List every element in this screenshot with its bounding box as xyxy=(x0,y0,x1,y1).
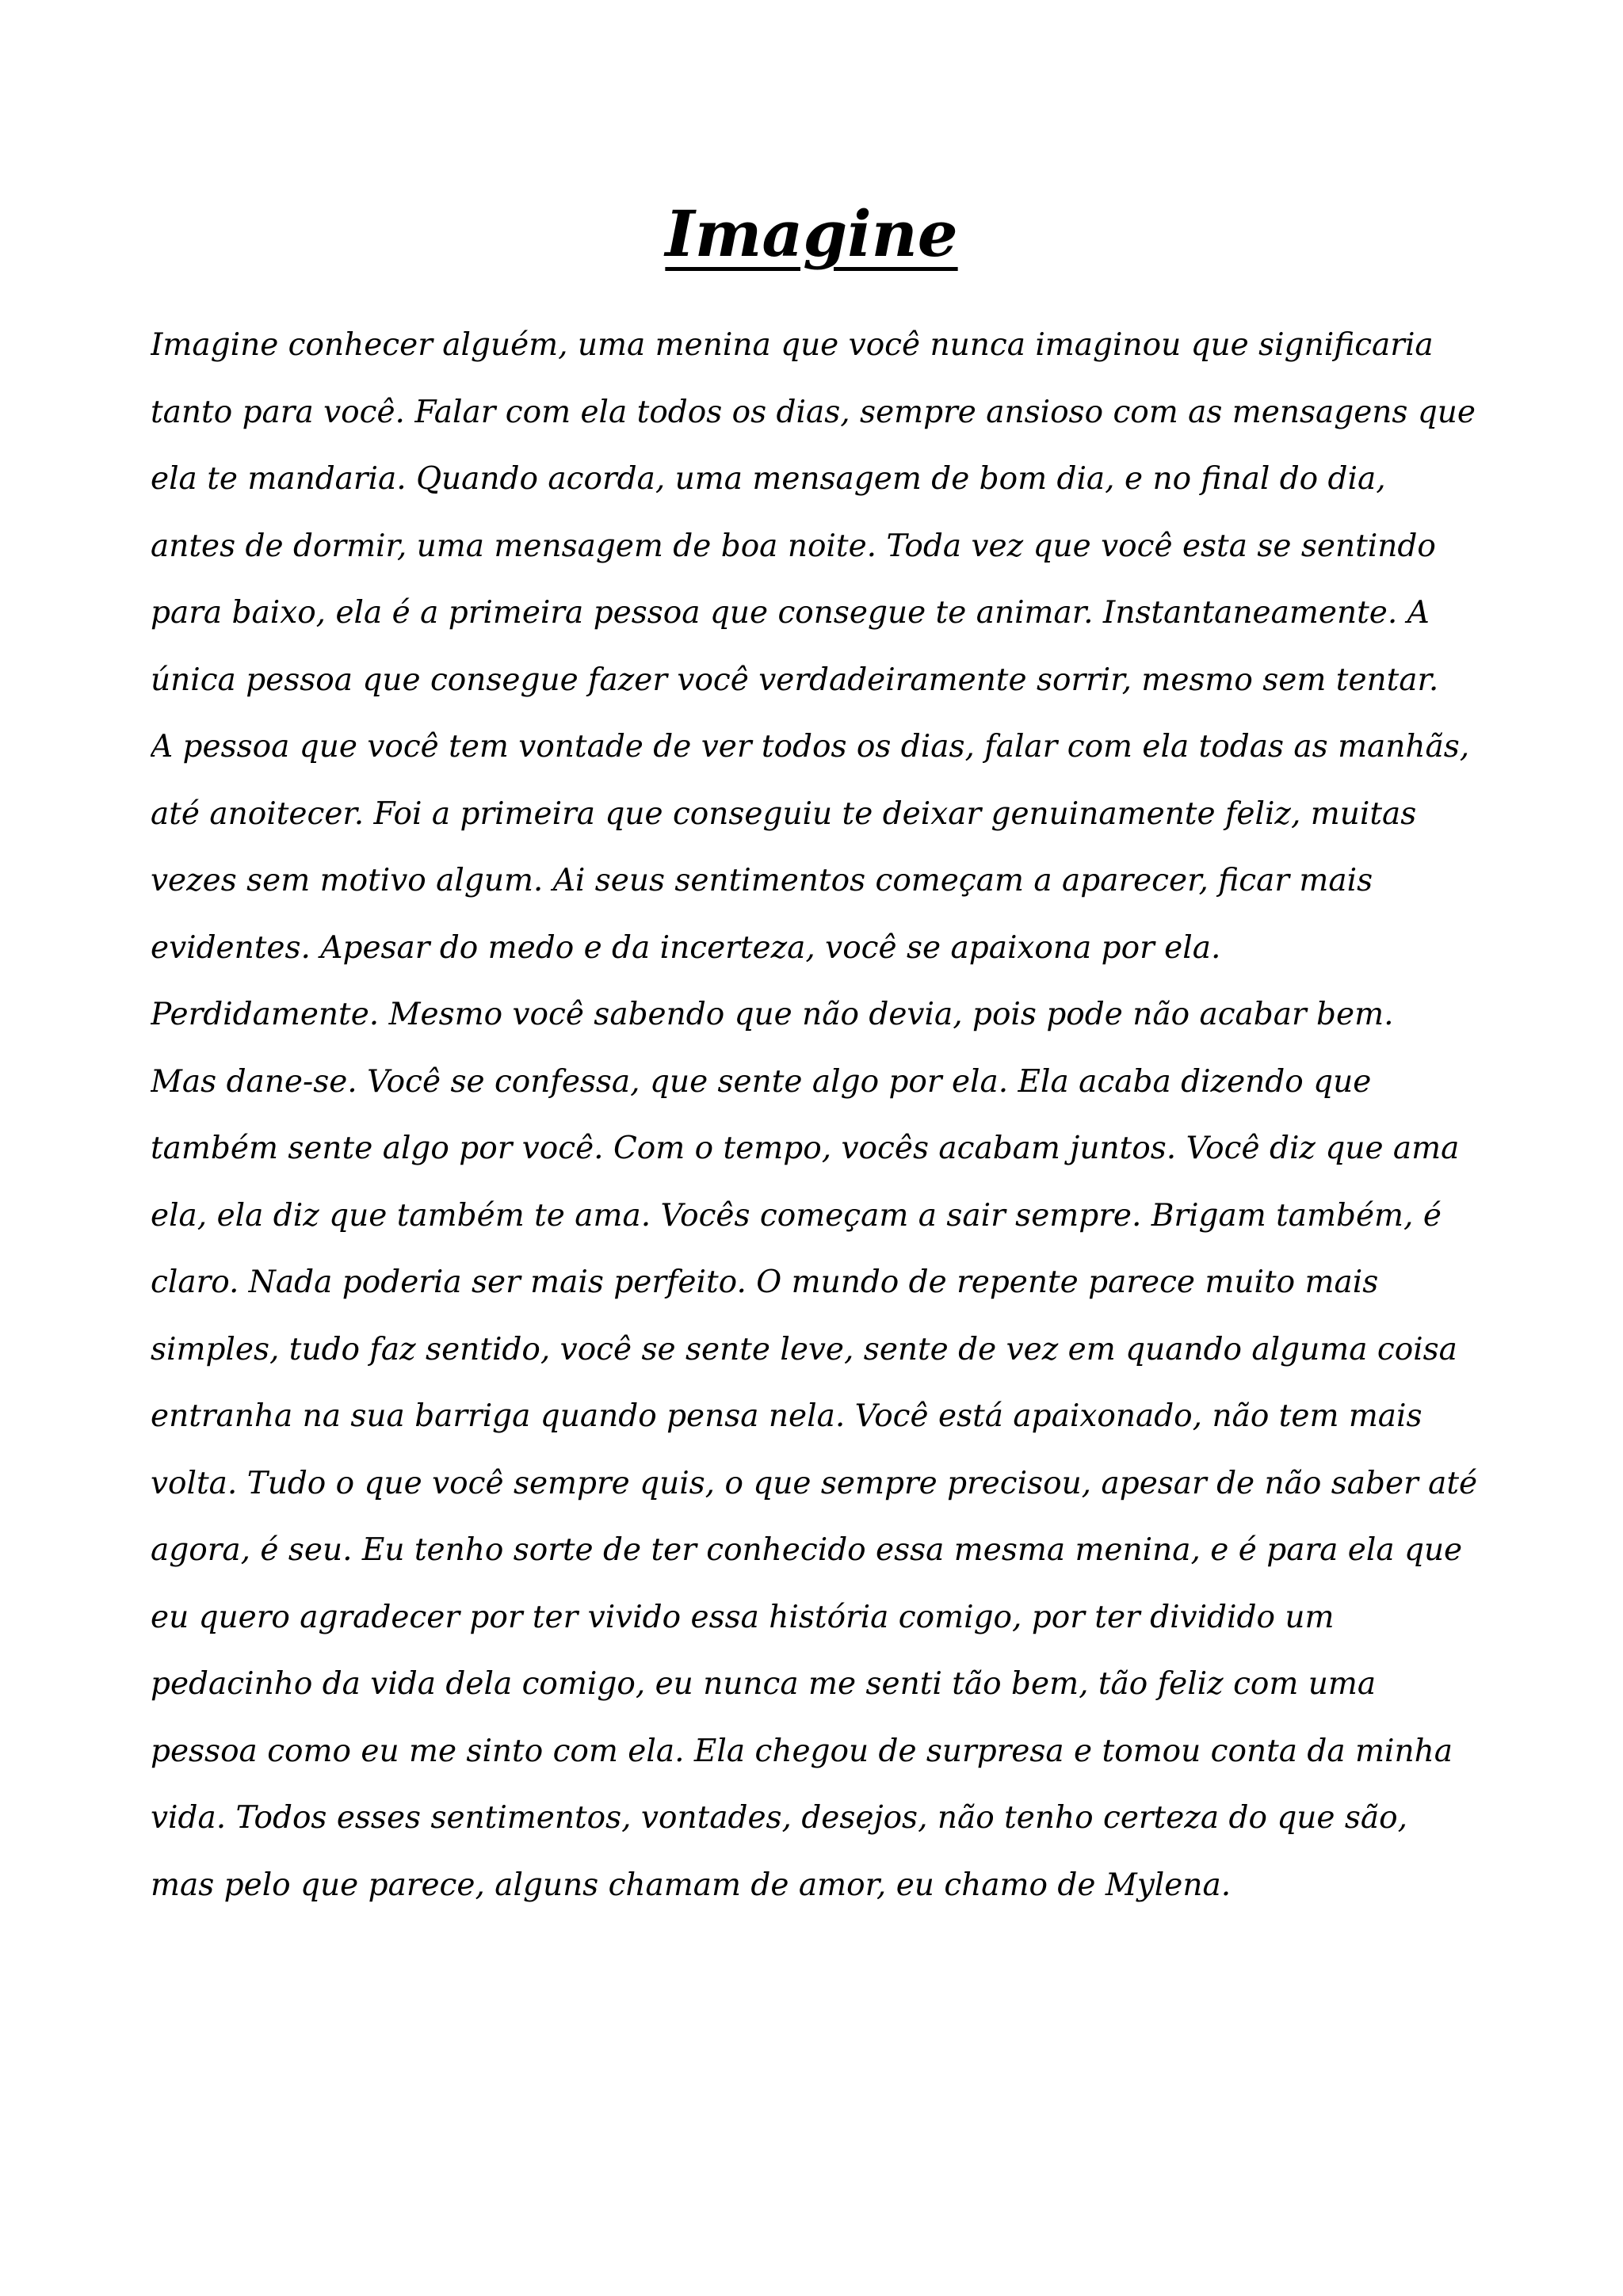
body-line: agora, é seu. Eu tenho sorte de ter conhecido essa mesma menina, e é para ela que xyxy=(151,1532,1463,1568)
body-line: evidentes. Apesar do medo e da incerteza, você se apaixona por ela. xyxy=(151,929,1221,966)
body-line: única pessoa que consegue fazer você verdadeiramente sorrir, mesmo sem tentar. xyxy=(151,662,1439,698)
body-line: vezes sem motivo algum. Ai seus sentimentos começam a aparecer, ficar mais xyxy=(151,863,1373,898)
body-line: Mas dane-se. Você se confessa, que sente algo por ela. Ela acaba dizendo que xyxy=(151,1063,1372,1100)
body-line: Imagine conhecer alguém, uma menina que você nunca imaginou que significaria xyxy=(151,327,1434,363)
body-line: antes de dormir, uma mensagem de boa noite. Toda vez que você esta se sentindo xyxy=(151,528,1436,564)
body-line: também sente algo por você. Com o tempo, vocês acabam juntos. Você diz que ama xyxy=(151,1131,1460,1166)
body-line: entranha na sua barriga quando pensa nela. Você está apaixonado, não tem mais xyxy=(151,1398,1423,1434)
body-line: claro. Nada poderia ser mais perfeito. O mundo de repente parece muito mais xyxy=(151,1264,1379,1300)
body-line: mas pelo que parece, alguns chamam de amor, eu chamo de Mylena. xyxy=(151,1867,1232,1903)
body-line: vida. Todos esses sentimentos, vontades, desejos, não tenho certeza do que são, xyxy=(151,1800,1408,1836)
document-body xyxy=(151,312,1490,1919)
body-line: ela te mandaria. Quando acorda, uma mensagem de bom dia, e no final do dia, xyxy=(151,461,1386,497)
document-title: Imagine xyxy=(665,196,958,271)
body-line: simples, tudo faz sentido, você se sente leve, sente de vez em quando alguma coisa xyxy=(151,1331,1457,1367)
body-line: tanto para você. Falar com ela todos os dias, sempre ansioso com as mensagens que xyxy=(151,394,1476,430)
body-line: A pessoa que você tem vontade de ver todos os dias, falar com ela todas as manhãs, xyxy=(151,729,1470,765)
body-line: ela, ela diz que também te ama. Vocês começam a sair sempre. Brigam também, é xyxy=(151,1197,1442,1234)
body-line: eu quero agradecer por ter vivido essa história comigo, por ter dividido um xyxy=(151,1599,1335,1635)
body-line: pedacinho da vida dela comigo, eu nunca me senti tão bem, tão feliz com uma xyxy=(151,1666,1377,1702)
body-line: pessoa como eu me sinto com ela. Ela chegou de surpresa e tomou conta da minha xyxy=(151,1733,1453,1769)
body-line: até anoitecer. Foi a primeira que conseguiu te deixar genuinamente feliz, muitas xyxy=(151,795,1417,832)
body-line: volta. Tudo o que você sempre quis, o que sempre precisou, apesar de não saber até xyxy=(151,1465,1478,1501)
body-line: Perdidamente. Mesmo você sabendo que não devia, pois pode não acabar bem. xyxy=(151,997,1394,1032)
body-line: para baixo, ela é a primeira pessoa que consegue te animar. Instantaneamente. A xyxy=(151,595,1430,631)
